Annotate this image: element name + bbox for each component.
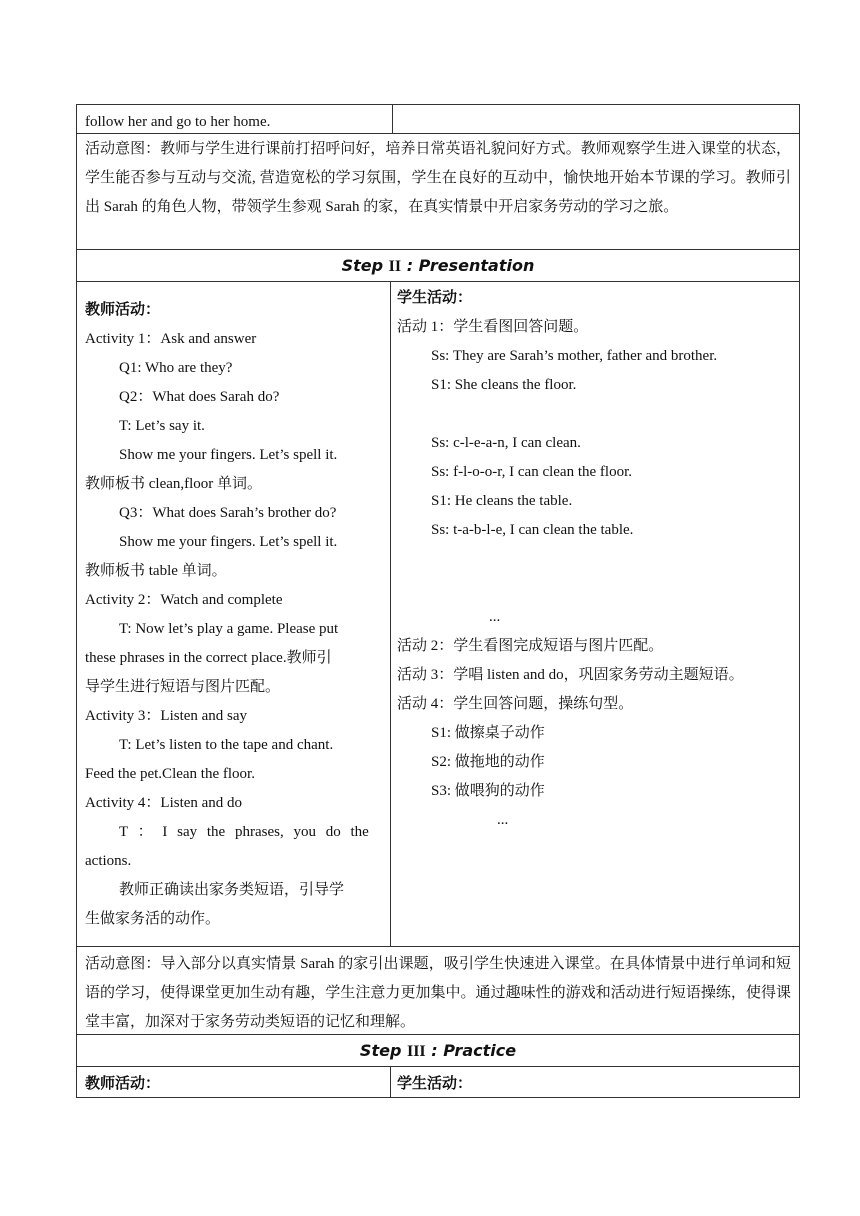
- ellipsis: ...: [489, 609, 501, 625]
- step-2-heading: Step II : Presentation: [76, 250, 800, 282]
- teacher-line: 生做家务活的动作。: [85, 911, 221, 927]
- student-heading: 学生活动：: [397, 290, 473, 306]
- teacher-heading: 教师活动：: [85, 302, 161, 318]
- teacher-line: 教师正确读出家务类短语，引导学: [119, 882, 345, 898]
- activity-intent-2: [76, 947, 800, 1035]
- teacher-line: 导学生进行短语与图片匹配。: [85, 679, 281, 695]
- teacher-activities: [77, 282, 391, 946]
- student-heading: 学生活动：: [397, 1076, 473, 1092]
- student-line: S3: 做喂狗的动作: [431, 783, 545, 799]
- presentation-row: [76, 282, 800, 947]
- student-line: S2: 做拖地的动作: [431, 754, 545, 770]
- student-line: S1: 做擦桌子动作: [431, 725, 545, 741]
- prev-teacher-cell: follow her and go to her home.: [77, 105, 393, 133]
- question-2: Q2：What does Sarah do?: [119, 389, 280, 405]
- teacher-line: Show me your fingers. Let’s spell it.: [119, 534, 338, 550]
- teacher-line: 教师板书 table 单词。: [85, 563, 227, 579]
- teacher-line: 教师板书 clean,floor 单词。: [85, 476, 263, 492]
- student-activity-2: 活动 2：学生看图完成短语与图片匹配。: [397, 638, 664, 654]
- student-activity-3: 活动 3：学唱 listen and do，巩固家务劳动主题短语。: [397, 667, 744, 683]
- activity-1: Activity 1：Ask and answer: [85, 331, 257, 347]
- student-activity-1: 活动 1：学生看图回答问题。: [397, 319, 589, 335]
- intent-text: 活动意图：导入部分以真实情景 Sarah 的家引出课题，吸引学生快速进入课堂。在具体情景中进行单词和短语的学习，使得课堂更加生动有趣，学生注意力更加集中。通过趣味性的游戏和活动进行短语操练，使得课堂丰富，加深对于家务劳动类短语的记忆和理解。: [85, 956, 791, 1030]
- teacher-line: T: Now let’s play a game. Please put: [119, 621, 339, 637]
- teacher-line: T ： I say the phrases, you do the: [119, 824, 369, 840]
- student-line: S1: He cleans the table.: [431, 493, 573, 509]
- prev-student-cell: [393, 105, 799, 133]
- activity-4: Activity 4：Listen and do: [85, 795, 243, 811]
- teacher-line: these phrases in the correct place.教师引: [85, 650, 332, 666]
- intent-text: 活动意图：教师与学生进行课前打招呼问好，培养日常英语礼貌问好方式。教师观察学生进入课堂的状态，学生能否参与互动与交流, 营造宽松的学习氛围，学生在良好的互动中，愉快地开始本节课的学习。教师引出 Sarah 的角色人物，带领学生参观 Sarah 的家，在真实情景中开启家务劳动的学习之旅。: [85, 141, 791, 215]
- teacher-line: Show me your fingers. Let’s spell it.: [119, 447, 338, 463]
- ellipsis: ...: [497, 812, 509, 828]
- practice-row: [76, 1067, 800, 1098]
- student-activity-4: 活动 4：学生回答问题，操练句型。: [397, 696, 634, 712]
- activity-3: Activity 3：Listen and say: [85, 708, 248, 724]
- student-line: Ss: t-a-b-l-e, I can clean the table.: [431, 522, 634, 538]
- student-line: Ss: c-l-e-a-n, I can clean.: [431, 435, 581, 451]
- question-1: Q1: Who are they?: [119, 360, 233, 376]
- activity-2: Activity 2：Watch and complete: [85, 592, 283, 608]
- teacher-line: actions.: [85, 853, 132, 869]
- student-line: S1: She cleans the floor.: [431, 377, 577, 393]
- table-row: [76, 104, 800, 134]
- lesson-plan-table: [76, 104, 800, 1098]
- student-activities: [391, 282, 799, 946]
- step-3-heading: Step III : Practice: [76, 1035, 800, 1067]
- teacher-line: T: Let’s say it.: [119, 418, 205, 434]
- teacher-line: T: Let’s listen to the tape and chant.: [119, 737, 334, 753]
- teacher-heading: 教师活动：: [77, 1067, 391, 1097]
- student-line: Ss: They are Sarah’s mother, father and brother.: [431, 348, 718, 364]
- activity-intent-1: [76, 134, 800, 250]
- student-line: Ss: f-l-o-o-r, I can clean the floor.: [431, 464, 632, 480]
- question-3: Q3：What does Sarah’s brother do?: [119, 505, 337, 521]
- teacher-line: Feed the pet.Clean the floor.: [85, 766, 255, 782]
